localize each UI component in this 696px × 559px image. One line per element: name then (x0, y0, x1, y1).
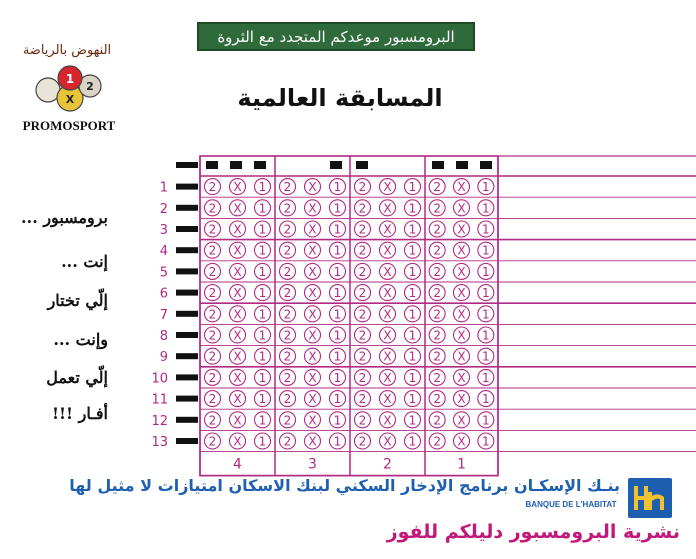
timing-mark (480, 161, 492, 169)
row-number: 10 (151, 371, 168, 387)
choice-mark: 2 (433, 180, 441, 195)
choice-mark: 1 (258, 307, 267, 322)
choice-mark: 1 (408, 222, 417, 237)
choice-mark: 1 (258, 286, 267, 301)
choice-mark: 2 (433, 201, 441, 216)
choice-mark: X (383, 413, 392, 428)
choice-mark: 1 (482, 201, 490, 216)
choice-mark: X (233, 201, 242, 216)
choice-mark: 2 (358, 370, 367, 385)
choice-mark: 1 (408, 434, 417, 449)
choice-mark: 1 (333, 307, 342, 322)
bank-slogan: برنامج الإدخار السكني لبنك الاسكان امتيازات لا مثيل لها (69, 476, 509, 495)
choice-mark: X (233, 434, 242, 449)
choice-mark: 1 (408, 286, 417, 301)
choice-mark: 2 (433, 243, 441, 258)
choice-mark: X (233, 243, 242, 258)
choice-mark: 1 (408, 349, 417, 364)
choice-mark: 2 (283, 286, 292, 301)
choice-mark: X (233, 413, 242, 428)
choice-mark: 2 (433, 370, 441, 385)
choice-mark: 1 (482, 243, 490, 258)
choice-mark: 1 (258, 201, 267, 216)
choice-mark: 1 (333, 180, 342, 195)
choice-mark: 2 (208, 370, 217, 385)
choice-mark: X (308, 264, 317, 279)
choice-mark: X (457, 264, 466, 279)
choice-mark: X (383, 243, 392, 258)
choice-mark: 1 (408, 413, 417, 428)
choice-mark: X (233, 307, 242, 322)
choice-mark: 2 (358, 180, 367, 195)
row-number: 12 (151, 413, 168, 429)
choice-mark: 1 (408, 307, 417, 322)
choice-mark: X (383, 180, 392, 195)
timing-mark (206, 161, 218, 169)
choice-mark: 2 (433, 413, 441, 428)
row-number: 9 (159, 350, 168, 366)
choice-mark: X (457, 180, 466, 195)
choice-mark: 1 (258, 264, 267, 279)
choice-mark: 1 (258, 222, 267, 237)
timing-mark (254, 161, 266, 169)
choice-mark: X (457, 392, 466, 407)
svg-text:2: 2 (86, 80, 94, 93)
choice-mark: 2 (283, 222, 292, 237)
choice-mark: 2 (283, 307, 292, 322)
row-number: 5 (159, 265, 168, 281)
bank-name-fr: BANQUE DE L'HABITAT (525, 500, 617, 509)
choice-mark: 2 (283, 328, 292, 343)
choice-mark: 1 (482, 434, 490, 449)
choice-mark: 1 (258, 180, 267, 195)
side-text-line: وإنت ... (53, 330, 108, 349)
timing-mark (176, 374, 198, 380)
side-text-line: برومسبور ... (21, 208, 108, 227)
choice-mark: X (233, 264, 242, 279)
row-number: 6 (159, 286, 168, 302)
choice-mark: 2 (208, 286, 217, 301)
choice-mark: 2 (358, 201, 367, 216)
choice-mark: 2 (208, 392, 217, 407)
choice-mark: X (308, 243, 317, 258)
timing-mark (356, 161, 368, 169)
choice-mark: X (308, 180, 317, 195)
choice-mark: 2 (208, 349, 217, 364)
choice-mark: 2 (208, 264, 217, 279)
choice-mark: 2 (208, 222, 217, 237)
choice-mark: X (457, 286, 466, 301)
choice-mark: 1 (258, 413, 267, 428)
choice-mark: 1 (333, 434, 342, 449)
choice-mark: 1 (482, 370, 490, 385)
choice-mark: 2 (433, 264, 441, 279)
choice-mark: 1 (482, 222, 490, 237)
choice-mark: 1 (408, 201, 417, 216)
timing-mark (176, 247, 198, 253)
choice-mark: X (457, 201, 466, 216)
row-number: 3 (159, 223, 168, 238)
choice-mark: 2 (208, 201, 217, 216)
logo-brand: PROMOSPORT (22, 118, 116, 133)
choice-mark: X (457, 413, 466, 428)
choice-mark: X (383, 286, 392, 301)
choice-mark: 1 (333, 370, 342, 385)
choice-mark: X (233, 392, 242, 407)
row-number: 11 (151, 392, 168, 408)
choice-mark: 2 (283, 370, 292, 385)
choice-mark: 2 (358, 264, 367, 279)
footer-slogan: نشرية البرومسبور دليلكم للفوز (386, 521, 680, 543)
choice-mark: X (233, 286, 242, 301)
timing-mark (456, 161, 468, 169)
choice-mark: 2 (283, 349, 292, 364)
choice-mark: 2 (433, 307, 441, 322)
timing-mark (176, 226, 198, 232)
choice-mark: 2 (433, 286, 441, 301)
choice-mark: X (308, 328, 317, 343)
choice-mark: 1 (408, 328, 417, 343)
row-number: 1 (159, 180, 168, 196)
choice-mark: 1 (408, 243, 417, 258)
choice-mark: 1 (482, 349, 490, 364)
choice-mark: 1 (408, 370, 417, 385)
choice-mark: X (383, 328, 392, 343)
choice-mark: X (383, 307, 392, 322)
choice-mark: 2 (358, 286, 367, 301)
choice-mark: 2 (433, 434, 441, 449)
choice-mark: X (383, 434, 392, 449)
choice-mark: 1 (482, 180, 490, 195)
timing-mark (176, 417, 198, 423)
choice-mark: 1 (333, 413, 342, 428)
choice-mark: 2 (433, 328, 441, 343)
choice-mark: 2 (208, 180, 217, 195)
choice-mark: 1 (258, 370, 267, 385)
choice-mark: 1 (258, 328, 267, 343)
column-label: 4 (233, 456, 242, 473)
choice-mark: X (233, 349, 242, 364)
choice-mark: 2 (283, 413, 292, 428)
timing-mark (432, 161, 444, 169)
choice-mark: 1 (258, 243, 267, 258)
choice-mark: X (457, 307, 466, 322)
column-label: 3 (308, 456, 317, 473)
page-title: المسابقة العالمية (237, 84, 443, 112)
timing-mark (176, 205, 198, 211)
column-label: 1 (457, 456, 466, 473)
choice-mark: X (308, 370, 317, 385)
choice-mark: 1 (482, 264, 490, 279)
row-number: 2 (159, 201, 168, 217)
choice-mark: 2 (358, 328, 367, 343)
row-number: 8 (159, 329, 168, 344)
choice-mark: 1 (482, 307, 490, 322)
choice-mark: 1 (333, 392, 342, 407)
choice-mark: 1 (482, 392, 490, 407)
choice-mark: X (233, 180, 242, 195)
side-text-line: أفـار !!! (51, 404, 108, 423)
choice-mark: X (308, 222, 317, 237)
choice-mark: 2 (358, 307, 367, 322)
side-text-line: إنت ... (61, 252, 108, 271)
column-label: 2 (383, 456, 392, 473)
choice-mark: 1 (333, 201, 342, 216)
choice-mark: 1 (333, 264, 342, 279)
choice-mark: 2 (358, 413, 367, 428)
choice-mark: X (308, 307, 317, 322)
timing-mark (176, 184, 198, 190)
choice-mark: 2 (358, 222, 367, 237)
choice-mark: 1 (333, 222, 342, 237)
choice-mark: 1 (333, 243, 342, 258)
choice-mark: 2 (433, 392, 441, 407)
choice-mark: X (233, 328, 242, 343)
logo-arabic-text: النهوض بالرياضة (22, 43, 112, 58)
side-text-line: إلّي تعمل (46, 368, 108, 387)
choice-mark: X (233, 370, 242, 385)
choice-mark: X (457, 222, 466, 237)
choice-mark: X (457, 434, 466, 449)
timing-mark (176, 268, 198, 274)
choice-mark: 1 (408, 392, 417, 407)
choice-mark: 1 (482, 286, 490, 301)
choice-mark: 1 (333, 349, 342, 364)
choice-mark: X (308, 413, 317, 428)
choice-mark: 2 (283, 243, 292, 258)
choice-mark: 1 (482, 413, 490, 428)
choice-mark: 2 (208, 328, 217, 343)
choice-mark: 1 (482, 328, 490, 343)
choice-mark: X (308, 434, 317, 449)
banner-text: البرومسبور موعدكم المتجدد مع الثروة (217, 27, 455, 46)
timing-mark (176, 162, 198, 168)
choice-mark: X (383, 370, 392, 385)
choice-mark: X (457, 370, 466, 385)
choice-mark: 2 (358, 349, 367, 364)
choice-mark: 1 (258, 349, 267, 364)
choice-mark: X (383, 392, 392, 407)
choice-mark: X (383, 222, 392, 237)
choice-mark: 2 (433, 349, 441, 364)
choice-mark: 1 (333, 328, 342, 343)
choice-mark: 2 (208, 307, 217, 322)
choice-mark: X (308, 201, 317, 216)
bank-logo-icon (628, 478, 672, 518)
choice-mark: X (308, 392, 317, 407)
timing-mark (176, 396, 198, 402)
choice-mark: X (457, 349, 466, 364)
choice-mark: 1 (408, 264, 417, 279)
side-text-line: إلّي تختار (47, 291, 108, 310)
timing-mark (176, 290, 198, 296)
choice-mark: 2 (358, 434, 367, 449)
svg-text:1: 1 (65, 72, 75, 86)
choice-mark: 2 (283, 434, 292, 449)
row-number: 4 (159, 244, 168, 260)
choice-mark: 2 (283, 201, 292, 216)
choice-mark: X (308, 349, 317, 364)
choice-mark: 1 (258, 434, 267, 449)
bank-name-ar: بنـك الإسكـان (513, 476, 620, 495)
timing-mark (176, 332, 198, 338)
timing-mark (176, 438, 198, 444)
choice-mark: 2 (283, 180, 292, 195)
choice-mark: X (457, 328, 466, 343)
choice-mark: 2 (433, 222, 441, 237)
choice-mark: 2 (283, 264, 292, 279)
choice-mark: 1 (333, 286, 342, 301)
timing-mark (176, 353, 198, 359)
choice-mark: 1 (258, 392, 267, 407)
timing-mark (230, 161, 242, 169)
choice-mark: X (383, 349, 392, 364)
choice-mark: 2 (208, 434, 217, 449)
choice-mark: X (233, 222, 242, 237)
choice-mark: X (383, 201, 392, 216)
choice-mark: 1 (408, 180, 417, 195)
choice-mark: 2 (208, 243, 217, 258)
row-number: 13 (151, 435, 168, 450)
svg-text:X: X (65, 93, 75, 106)
choice-mark: 2 (358, 392, 367, 407)
choice-mark: 2 (283, 392, 292, 407)
choice-mark: X (383, 264, 392, 279)
timing-mark (330, 161, 342, 169)
choice-mark: X (308, 286, 317, 301)
row-number: 7 (159, 307, 168, 323)
choice-mark: 2 (358, 243, 367, 258)
choice-mark: X (457, 243, 466, 258)
timing-mark (176, 311, 198, 317)
choice-mark: 2 (208, 413, 217, 428)
